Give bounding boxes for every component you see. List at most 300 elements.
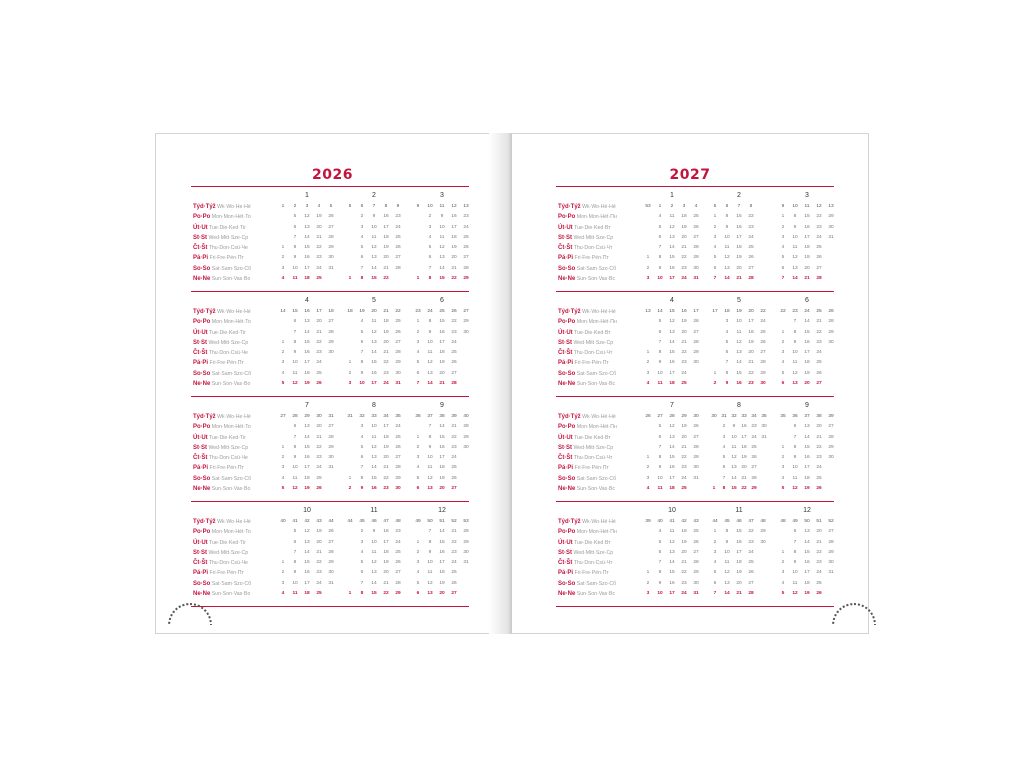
day-number: 3 — [416, 560, 420, 566]
day-number: 8 — [293, 245, 297, 251]
day-number: 11 — [792, 475, 798, 481]
day-number: 15 — [439, 319, 445, 325]
day-number: 10 — [292, 580, 298, 586]
day-number: 13 — [724, 265, 730, 271]
day-number: 14 — [427, 381, 433, 387]
day-number: 1 — [416, 276, 420, 282]
day-number: 8 — [293, 444, 297, 450]
day-number: 8 — [428, 434, 432, 440]
day-number: 1 — [348, 276, 352, 282]
day-number: 1 — [281, 560, 285, 566]
day-number: 19 — [741, 455, 747, 461]
day-number: 30 — [693, 265, 699, 271]
week-number: 26 — [645, 414, 651, 419]
week-number: 44 — [712, 519, 718, 524]
weekday-names: Sat·Sam·Szo·Сб — [575, 265, 617, 272]
week-number: 5 — [348, 204, 352, 209]
weekday-row — [558, 369, 636, 379]
day-number: 14 — [371, 350, 377, 356]
day-number — [777, 422, 789, 432]
day-number: 10 — [292, 360, 298, 366]
weekday-abbr: Týd·Týž — [558, 519, 581, 525]
day-number — [642, 422, 654, 432]
day-number: 12 — [792, 591, 798, 597]
day-number: 2 — [360, 529, 364, 535]
day-number: 18 — [383, 319, 389, 325]
day-number: 29 — [693, 255, 699, 261]
weekday-abbr: Ne·Ne — [193, 591, 211, 598]
month-number: 8 — [737, 402, 741, 409]
day-number: 12 — [292, 381, 298, 387]
day-number: 14 — [804, 434, 810, 440]
day-number: 18 — [741, 444, 747, 450]
day-number: 16 — [804, 455, 810, 461]
day-number: 23 — [816, 455, 822, 461]
day-number: 25 — [395, 434, 401, 440]
day-number: 17 — [439, 455, 445, 461]
week-number: 47 — [748, 519, 754, 524]
day-number: 18 — [669, 381, 675, 387]
week-number: 8 — [749, 204, 753, 209]
weekday-abbr: St·St — [558, 234, 572, 241]
week-number: 26 — [451, 309, 457, 314]
weekday-row — [193, 243, 271, 253]
day-number: 3 — [781, 350, 785, 356]
day-number: 2 — [360, 214, 364, 220]
weekday-names: Wk·Wo·He·Hé — [215, 519, 251, 525]
day-number: 25 — [816, 580, 822, 586]
month-block — [412, 399, 472, 494]
weekday-labels — [193, 202, 271, 284]
day-number: 9 — [725, 224, 729, 230]
day-number: 6 — [658, 434, 662, 440]
day-number: 27 — [395, 255, 401, 261]
day-number: 19 — [681, 319, 687, 325]
day-number: 20 — [316, 319, 322, 325]
day-number: 29 — [463, 276, 469, 282]
day-number: 27 — [328, 424, 334, 430]
day-number: 15 — [736, 529, 742, 535]
weekday-abbr: Pá·Pi — [193, 360, 209, 367]
day-number: 1 — [281, 339, 285, 345]
day-number: 29 — [395, 360, 401, 366]
weekday-abbr: Út·Ut — [193, 224, 208, 231]
weekday-names: Thu·Don·Csü·Чт — [572, 245, 613, 252]
day-number: 7 — [793, 319, 797, 325]
month-block — [344, 294, 404, 389]
day-number — [709, 328, 721, 338]
day-number: 13 — [371, 255, 377, 261]
day-number: 28 — [395, 465, 401, 471]
day-number: 12 — [792, 486, 798, 492]
day-number: 15 — [439, 434, 445, 440]
day-number: 16 — [383, 529, 389, 535]
day-number: 25 — [760, 329, 766, 335]
day-number: 16 — [736, 224, 742, 230]
day-number — [325, 369, 337, 379]
day-number — [757, 579, 769, 589]
day-number: 3 — [725, 319, 729, 325]
day-number: 7 — [428, 529, 432, 535]
day-number: 13 — [736, 350, 742, 356]
day-number: 11 — [724, 560, 730, 566]
day-number — [759, 463, 769, 473]
day-number: 9 — [793, 455, 797, 461]
day-number: 26 — [816, 255, 822, 261]
day-number: 26 — [451, 580, 457, 586]
weekday-row — [558, 202, 636, 212]
day-number — [757, 548, 769, 558]
day-number: 25 — [451, 465, 457, 471]
day-number: 30 — [463, 444, 469, 450]
day-number: 11 — [427, 570, 433, 576]
day-number: 7 — [360, 265, 364, 271]
weekday-names: Sat·Sam·Szo·Сб — [575, 475, 617, 482]
weekday-abbr: Týd·Týž — [558, 204, 581, 210]
day-number: 13 — [724, 580, 730, 586]
day-number: 22 — [748, 529, 754, 535]
month-number: 2 — [737, 192, 741, 199]
week-number: 43 — [693, 519, 699, 524]
day-number: 16 — [736, 539, 742, 545]
month-number: 5 — [737, 297, 741, 304]
month-number: 7 — [305, 402, 309, 409]
weekday-abbr: Út·Ut — [558, 434, 573, 441]
weekday-row — [193, 233, 271, 243]
day-number: 22 — [451, 434, 457, 440]
quarter-block — [556, 396, 834, 501]
day-number: 17 — [669, 276, 675, 282]
weekday-names: Fri·Fre·Pén·Пт — [208, 255, 244, 262]
month-block — [777, 189, 837, 284]
weekday-names: Mon·Mon·Hét·To — [210, 424, 251, 431]
day-number: 7 — [658, 245, 662, 251]
day-number — [825, 369, 837, 379]
day-number: 21 — [451, 265, 457, 271]
day-number: 22 — [741, 486, 747, 492]
weekday-names: Fri·Fre·Pén·Пт — [208, 465, 244, 472]
day-number: 15 — [669, 350, 675, 356]
weekday-row — [193, 422, 271, 432]
weekday-row — [193, 338, 271, 348]
day-number: 7 — [658, 444, 662, 450]
week-number: 13 — [828, 204, 834, 209]
day-number: 17 — [439, 560, 445, 566]
day-number: 15 — [371, 475, 377, 481]
week-number: 27 — [280, 414, 286, 419]
day-number: 19 — [439, 475, 445, 481]
day-number: 15 — [804, 214, 810, 220]
day-number: 26 — [816, 591, 822, 597]
weekday-names: Tue·Die·Ked·Tir — [207, 539, 246, 546]
day-number: 9 — [658, 465, 662, 471]
day-number: 3 — [722, 434, 726, 440]
day-number: 17 — [748, 319, 754, 325]
day-number: 17 — [741, 434, 747, 440]
week-number: 38 — [816, 414, 822, 419]
day-number: 29 — [463, 539, 469, 545]
weekday-row — [558, 328, 636, 338]
weekday-names: Fri·Fre·Pén·Пт — [208, 360, 244, 367]
day-number — [344, 212, 356, 222]
day-number: 3 — [360, 224, 364, 230]
week-number: 22 — [395, 309, 401, 314]
day-number — [460, 379, 472, 389]
day-number: 21 — [804, 276, 810, 282]
weekday-abbr: So·So — [193, 265, 211, 272]
day-number: 2 — [281, 570, 285, 576]
weekday-row — [558, 579, 636, 589]
day-number: 10 — [657, 475, 663, 481]
day-number: 27 — [693, 549, 699, 555]
day-number: 16 — [439, 329, 445, 335]
day-number: 6 — [416, 486, 420, 492]
weekday-abbr: Čt·Št — [193, 560, 208, 567]
day-number: 31 — [328, 465, 334, 471]
day-number — [642, 433, 654, 443]
day-number: 19 — [316, 529, 322, 535]
day-number: 9 — [293, 255, 297, 261]
day-number: 28 — [748, 591, 754, 597]
day-number: 30 — [328, 350, 334, 356]
weekday-row — [193, 568, 271, 578]
week-number: 28 — [669, 414, 675, 419]
day-number: 23 — [451, 444, 457, 450]
day-number: 21 — [748, 360, 754, 366]
day-number: 21 — [316, 329, 322, 335]
day-number: 5 — [360, 329, 364, 335]
weekday-abbr: Pá·Pi — [558, 570, 574, 577]
day-number: 9 — [793, 224, 797, 230]
day-number — [825, 358, 837, 368]
week-number: 39 — [451, 414, 457, 419]
week-number: 8 — [384, 204, 388, 209]
week-number: 15 — [669, 309, 675, 314]
day-number: 13 — [304, 539, 310, 545]
day-number — [825, 484, 837, 494]
day-number: 21 — [316, 549, 322, 555]
day-number: 29 — [760, 529, 766, 535]
week-number: 36 — [415, 414, 421, 419]
day-number: 23 — [395, 529, 401, 535]
day-number: 9 — [428, 444, 432, 450]
month-number: 9 — [805, 402, 809, 409]
day-number: 18 — [304, 591, 310, 597]
day-number: 10 — [439, 224, 445, 230]
month-number: 11 — [370, 507, 378, 514]
week-number: 28 — [292, 414, 298, 419]
day-number: 24 — [451, 455, 457, 461]
day-number: 16 — [804, 339, 810, 345]
day-number: 5 — [360, 444, 364, 450]
weekday-row — [558, 443, 636, 453]
day-number: 8 — [293, 560, 297, 566]
day-number: 5 — [416, 475, 420, 481]
day-number: 17 — [304, 580, 310, 586]
day-number: 19 — [681, 224, 687, 230]
weekday-labels — [558, 202, 636, 284]
day-number — [344, 264, 356, 274]
weekday-row — [558, 317, 636, 327]
month-block — [709, 504, 769, 599]
week-number — [757, 202, 769, 212]
day-number — [460, 463, 472, 473]
day-number: 1 — [348, 475, 352, 481]
day-number: 18 — [383, 549, 389, 555]
day-number: 2 — [416, 329, 420, 335]
month-block — [277, 294, 337, 389]
weekday-row — [558, 348, 636, 358]
weekday-abbr: St·St — [558, 549, 572, 556]
day-number: 26 — [693, 224, 699, 230]
month-days — [709, 412, 769, 494]
day-number: 17 — [451, 224, 457, 230]
day-number: 8 — [793, 549, 797, 555]
day-number: 26 — [816, 486, 822, 492]
weekday-names: Thu·Don·Csü·Чe — [207, 560, 248, 567]
week-number: 14 — [657, 309, 663, 314]
day-number: 24 — [681, 370, 687, 376]
weekday-abbr: Pá·Pi — [558, 465, 574, 472]
week-number: 50 — [804, 519, 810, 524]
weekday-names: Wk·Wo·He·Hé — [215, 414, 251, 420]
day-number — [757, 223, 769, 233]
weekday-abbr: So·So — [558, 580, 576, 587]
day-number — [825, 463, 837, 473]
day-number: 3 — [281, 465, 285, 471]
day-number: 10 — [792, 570, 798, 576]
weekday-abbr: Út·Ut — [558, 539, 573, 546]
day-number: 19 — [451, 245, 457, 251]
weekday-names: Wed·Mitt·Sze·Ср — [572, 549, 614, 556]
day-number: 21 — [681, 560, 687, 566]
day-number: 20 — [816, 529, 822, 535]
weekday-names: Wed·Mitt·Sze·Ср — [572, 234, 614, 241]
day-number: 11 — [439, 234, 445, 240]
weekday-row — [558, 422, 636, 432]
day-number: 12 — [371, 444, 377, 450]
week-number: 13 — [645, 309, 651, 314]
day-number — [777, 317, 789, 327]
day-number: 21 — [816, 539, 822, 545]
week-number: 46 — [736, 519, 742, 524]
day-number: 21 — [316, 234, 322, 240]
day-number: 22 — [816, 549, 822, 555]
day-number: 2 — [646, 580, 650, 586]
day-number: 28 — [693, 444, 699, 450]
day-number: 8 — [658, 455, 662, 461]
day-number: 7 — [293, 549, 297, 555]
day-number: 11 — [292, 475, 298, 481]
day-number: 27 — [760, 350, 766, 356]
day-number: 15 — [804, 549, 810, 555]
day-number: 12 — [427, 580, 433, 586]
day-number: 6 — [658, 234, 662, 240]
day-number — [392, 274, 404, 284]
week-number: 32 — [359, 414, 365, 419]
day-number: 6 — [360, 255, 364, 261]
day-number: 25 — [316, 591, 322, 597]
day-number: 6 — [428, 255, 432, 261]
day-number: 13 — [804, 529, 810, 535]
day-number: 19 — [383, 329, 389, 335]
day-number: 7 — [781, 276, 785, 282]
week-number: 20 — [748, 309, 754, 314]
day-number: 26 — [748, 255, 754, 261]
day-number: 29 — [328, 245, 334, 251]
month-block — [412, 504, 472, 599]
weekday-row — [193, 202, 271, 212]
weekday-abbr: Pá·Pi — [558, 255, 574, 262]
day-number: 23 — [451, 329, 457, 335]
day-number: 16 — [304, 570, 310, 576]
day-number: 27 — [463, 255, 469, 261]
day-number: 13 — [669, 329, 675, 335]
day-number: 18 — [383, 234, 389, 240]
week-number: 14 — [280, 309, 286, 314]
weekday-names: Thu·Don·Csü·Чт — [572, 455, 613, 462]
day-number — [412, 243, 424, 253]
day-number: 1 — [713, 370, 717, 376]
week-number: 40 — [657, 519, 663, 524]
weekday-names: Thu·Don·Csü·Чe — [207, 455, 248, 462]
day-number: 27 — [451, 591, 457, 597]
weekday-abbr: Ne·Ne — [193, 276, 211, 283]
day-number: 10 — [731, 434, 737, 440]
day-number — [277, 422, 289, 432]
day-number: 1 — [712, 486, 716, 492]
day-number: 24 — [316, 580, 322, 586]
day-number — [344, 422, 356, 432]
weekday-labels — [193, 307, 271, 389]
weekday-abbr: Ne·Ne — [558, 591, 576, 598]
day-number: 7 — [658, 339, 662, 345]
day-number: 17 — [804, 234, 810, 240]
day-number: 2 — [281, 255, 285, 261]
day-number: 4 — [281, 370, 285, 376]
day-number: 5 — [658, 424, 662, 430]
day-number: 21 — [439, 381, 445, 387]
day-number: 10 — [371, 539, 377, 545]
day-number: 17 — [383, 539, 389, 545]
day-number: 2 — [281, 455, 285, 461]
quarter-block — [556, 186, 834, 291]
day-number — [460, 568, 472, 578]
day-number: 14 — [439, 265, 445, 271]
weekday-names: Sat·Sam·Szo·Сб — [210, 580, 252, 587]
day-number: 5 — [713, 255, 717, 261]
day-number: 11 — [371, 549, 377, 555]
weekday-abbr: Pá·Pi — [193, 570, 209, 577]
day-number: 15 — [371, 591, 377, 597]
day-number: 7 — [722, 475, 726, 481]
day-number — [757, 212, 769, 222]
day-number: 21 — [736, 591, 742, 597]
month-days — [642, 202, 702, 284]
day-number: 14 — [731, 475, 737, 481]
day-number: 5 — [281, 486, 285, 492]
day-number: 18 — [748, 329, 754, 335]
month-number: 4 — [670, 297, 674, 304]
day-number — [277, 548, 289, 558]
day-number: 22 — [816, 444, 822, 450]
day-number: 10 — [427, 455, 433, 461]
day-number: 18 — [736, 560, 742, 566]
day-number: 24 — [451, 560, 457, 566]
day-number — [757, 558, 769, 568]
month-block — [277, 189, 337, 284]
day-number: 16 — [304, 255, 310, 261]
